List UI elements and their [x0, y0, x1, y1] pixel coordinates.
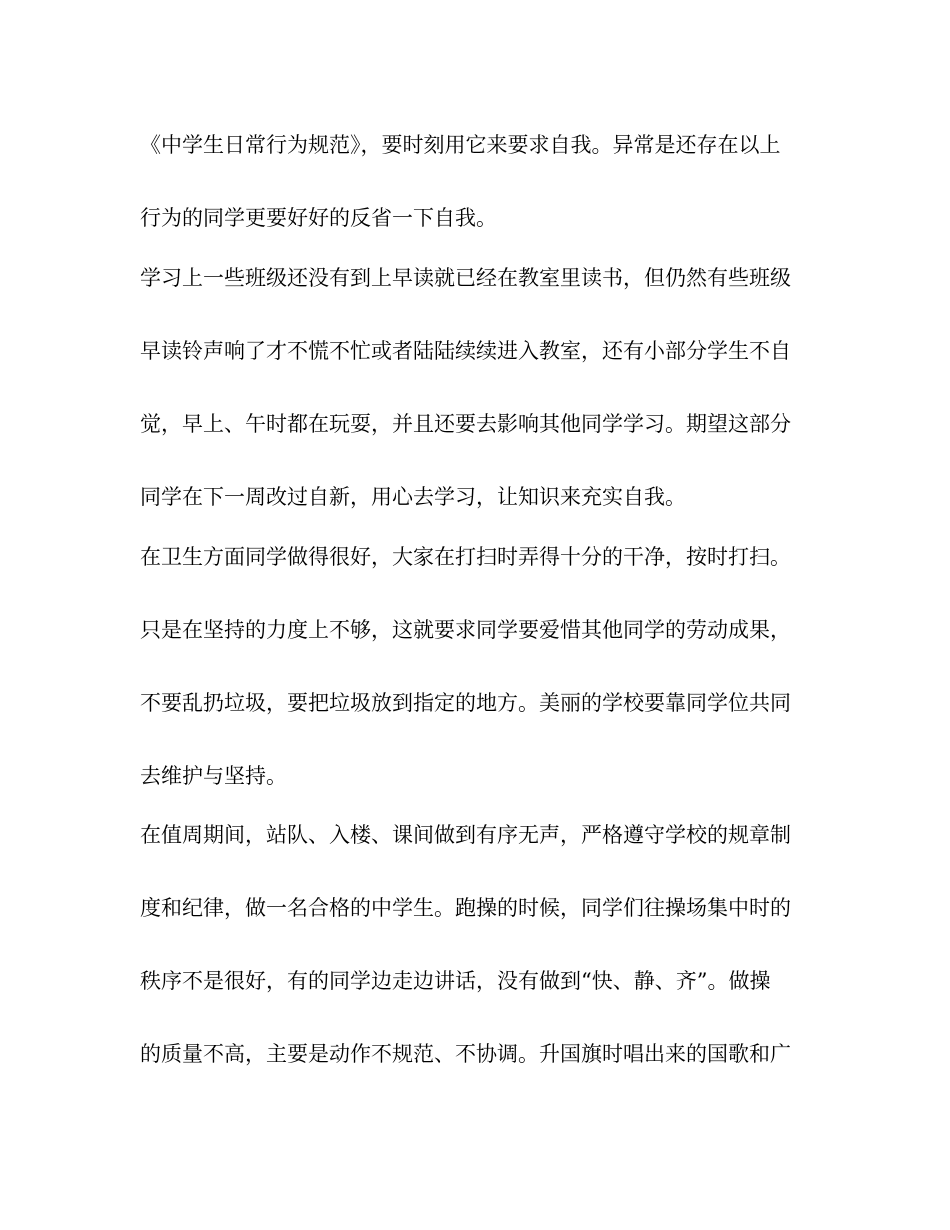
text-line: 在值周期间，站队、入楼、课间做到有序无声，严格遵守学校的规章制	[140, 823, 791, 847]
text-line: 同学在下一周改过自新，用心去学习，让知识来充实自我。	[140, 485, 686, 509]
text-line: 学习上一些班级还没有到上早读就已经在教室里读书，但仍然有些班级	[140, 266, 791, 290]
text-line: 度和纪律，做一名合格的中学生。跑操的时候，同学们往操场集中时的	[140, 896, 791, 920]
text-line: 觉，早上、午时都在玩耍，并且还要去影响其他同学学习。期望这部分	[140, 412, 791, 436]
text-line: 去维护与坚持。	[140, 764, 287, 788]
text-line: 不要乱扔垃圾，要把垃圾放到指定的地方。美丽的学校要靠同学位共同	[140, 691, 791, 715]
text-line: 的质量不高，主要是动作不规范、不协调。升国旗时唱出来的国歌和广	[140, 1042, 791, 1066]
text-line: 在卫生方面同学做得很好，大家在打扫时弄得十分的干净，按时打扫。	[140, 545, 791, 569]
text-line: 《中学生日常行为规范》，要时刻用它来要求自我。异常是还存在以上	[140, 133, 781, 157]
text-line: 早读铃声响了才不慌不忙或者陆陆续续进入教室，还有小部分学生不自	[140, 339, 791, 363]
text-line: 秩序不是很好，有的同学边走边讲话，没有做到“快、静、齐”。做操	[140, 969, 771, 993]
text-line: 只是在坚持的力度上不够，这就要求同学要爱惜其他同学的劳动成果，	[140, 618, 791, 642]
text-line: 行为的同学更要好好的反省一下自我。	[140, 206, 497, 230]
